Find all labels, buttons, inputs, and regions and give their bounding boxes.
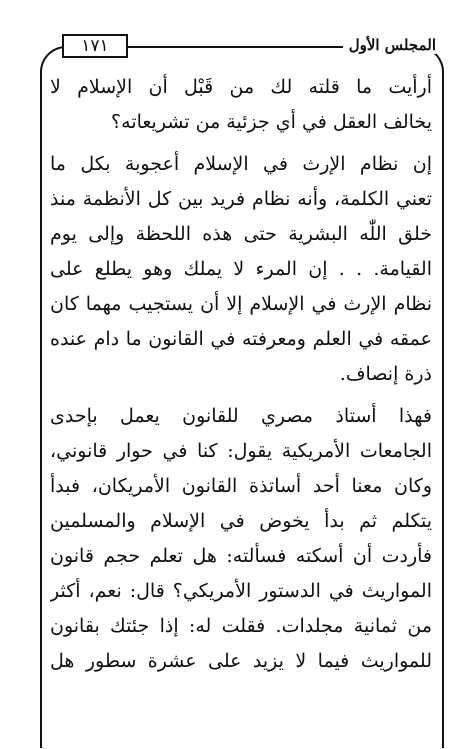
paragraph-3 [50, 399, 432, 679]
paragraph-2 [50, 147, 432, 392]
text-line: للمواريث فيما لا يزيد على عشرة سطور هل [50, 650, 432, 672]
text-line: الجامعات الأمريكية يقول: كنا في حوار قانوني، [50, 440, 432, 462]
text-line: فهذا أستاذ مصري للقانون يعمل بإحدى [50, 405, 432, 427]
text-line: ذرة إنصاف. [339, 363, 432, 385]
text-line: وكان معنا أحد أساتذة القانون الأمريكان، فبدأ [50, 475, 432, 497]
text-line: إن نظام الإرث في الإسلام أعجوبة بكل ما [50, 153, 432, 175]
text-line: أرأيت ما قلته لك من قَبْل أن الإسلام لا [50, 76, 432, 98]
text-line: يخالف العقل في أي جزئية من تشريعاته؟ [111, 111, 432, 133]
text-line: القيامة. . . إن المرء لا يملك وهو يطلع على [50, 258, 432, 280]
page-number: ١٧١ [62, 34, 128, 58]
text-line: من ثمانية مجلدات. فقلت له: إذا جئتك بقانون [50, 615, 432, 637]
text-line: خلق اللّٰه البشرية حتى هذه اللحظة وإلى يوم [50, 223, 432, 245]
text-line: تعني الكلمة، وأنه نظام فريد بين كل الأنظمة منذ [50, 188, 432, 210]
paragraph-1 [50, 70, 432, 140]
text-line: عمقه في العلم ومعرفته في القانون ما دام عنده [50, 328, 432, 350]
text-line: يتكلم ثم بدأ يخوض في الإسلام والمسلمين [50, 510, 432, 532]
text-line: نظام الإرث في الإسلام إلا أن يستجيب مهما كان [50, 293, 432, 315]
text-line: المواريث في الدستور الأمريكي؟ قال: نعم، أكثر [50, 580, 432, 602]
body-text [50, 70, 432, 679]
chapter-title: المجلس الأول [343, 36, 436, 54]
text-line: فأردت أن أسكته فسألته: هل تعلم حجم قانون [50, 545, 432, 567]
